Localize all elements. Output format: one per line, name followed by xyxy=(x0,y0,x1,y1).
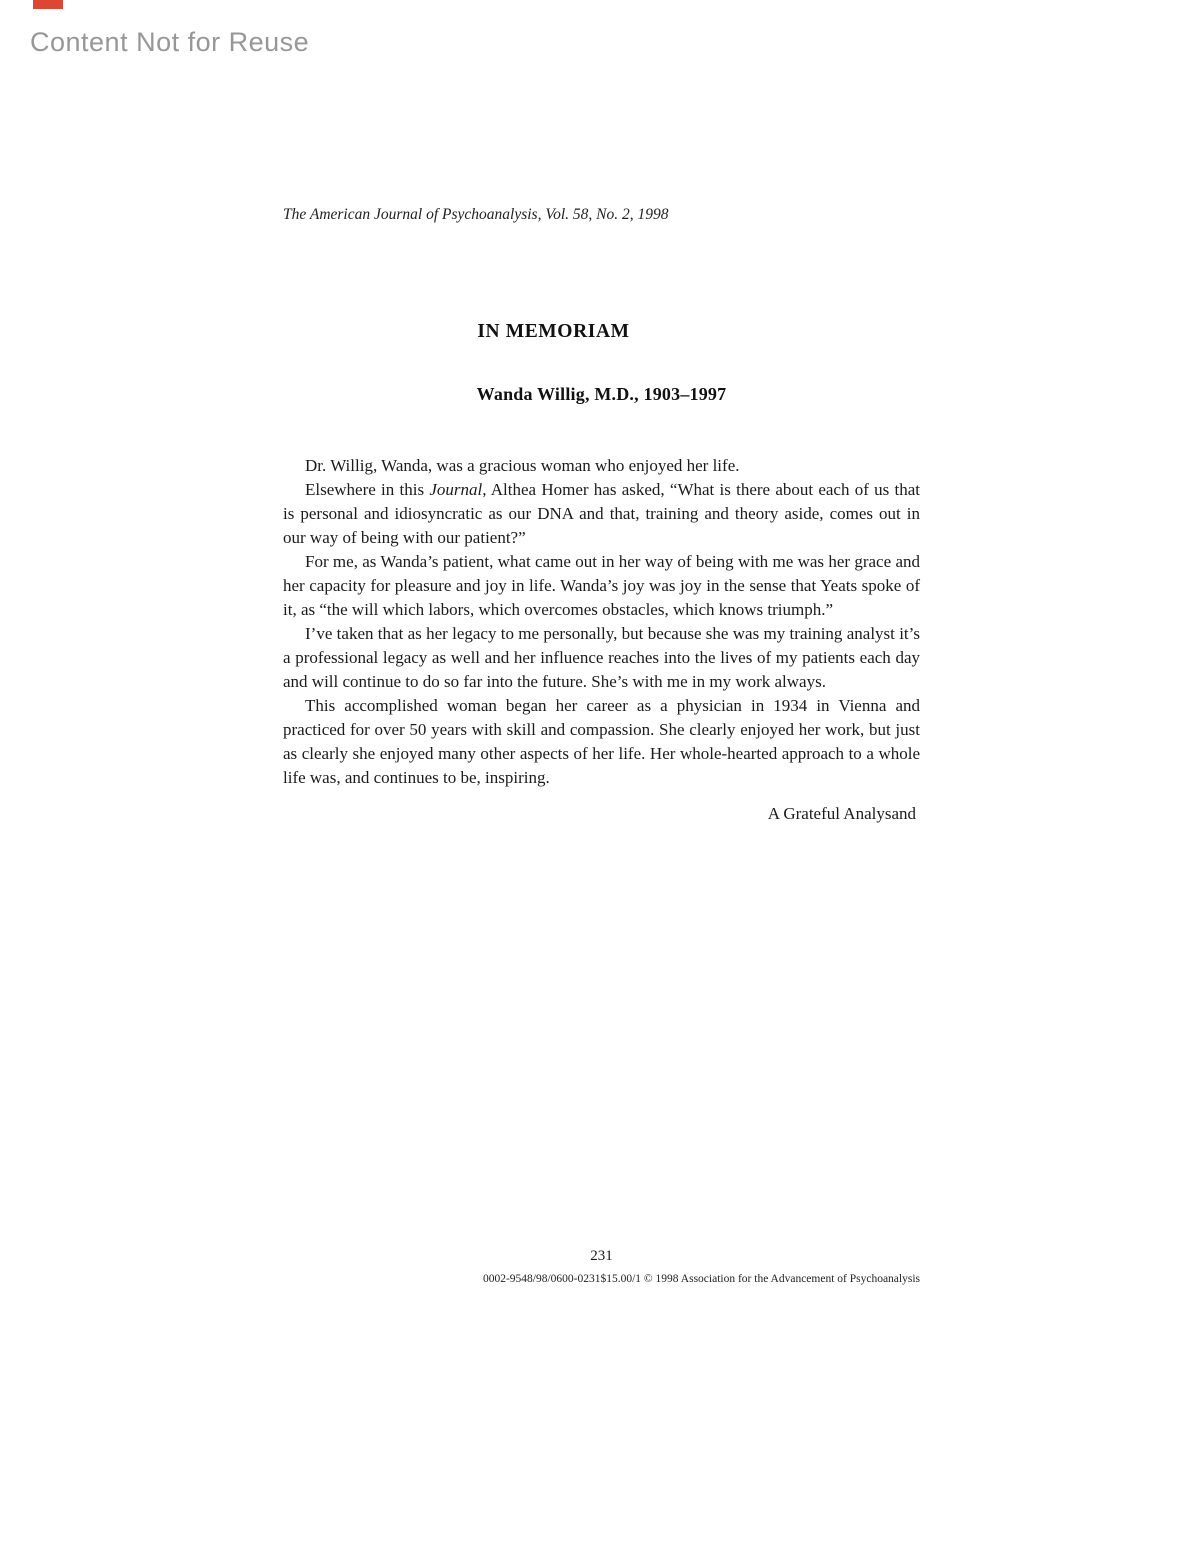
paragraph xyxy=(283,622,920,694)
watermark-text: Content Not for Reuse xyxy=(30,27,310,57)
paragraph xyxy=(283,550,920,622)
article-body xyxy=(283,454,920,790)
text-run: , Althea Homer has asked, “What is there about each of us that is personal and idiosyncratic as our DNA and that, training and theory aside, comes out in our way of being with our patient?” xyxy=(283,480,920,547)
paragraph xyxy=(283,478,920,550)
article-content xyxy=(283,205,920,826)
signature-line: A Grateful Analysand xyxy=(767,804,916,823)
scan-artifact-mark xyxy=(33,0,63,9)
paragraph xyxy=(283,694,920,790)
article-subtitle: Wanda Willig, M.D., 1903–1997 xyxy=(476,384,727,404)
text-run: Elsewhere in this xyxy=(305,480,430,499)
copyright-line: 0002-9548/98/0600-0231$15.00/1 © 1998 Association for the Advancement of Psychoanalysis xyxy=(482,1273,920,1285)
italic-text-run: Journal xyxy=(429,480,483,499)
text-run: This accomplished woman began her career as a physician in 1934 in Vienna and practiced for over 50 years with skill and compassion. She clearly enjoyed her work, but just as clearly she enjoyed many other aspects of her life. Her whole-hearted approach to a whole life was, and continues to be, inspiring. xyxy=(283,696,920,787)
article-title: IN MEMORIAM xyxy=(477,321,630,342)
journal-header: The American Journal of Psychoanalysis, Vol. 58, No. 2, 1998 xyxy=(283,206,669,223)
paragraph xyxy=(283,454,920,478)
text-run: For me, as Wanda’s patient, what came out in her way of being with me was her grace and her capacity for pleasure and joy in life. Wanda’s joy was joy in the sense that Yeats spoke of it, as “the will which labors, which overcomes obstacles, which knows triumph.” xyxy=(283,552,920,619)
page-number: 231 xyxy=(590,1248,613,1264)
text-run: I’ve taken that as her legacy to me personally, but because she was my training analyst it’s a professional legacy as well and her influence reaches into the lives of my patients each day and will continue to do so far into the future. She’s with me in my work always. xyxy=(283,624,920,691)
text-run: Dr. Willig, Wanda, was a gracious woman who enjoyed her life. xyxy=(305,456,740,475)
